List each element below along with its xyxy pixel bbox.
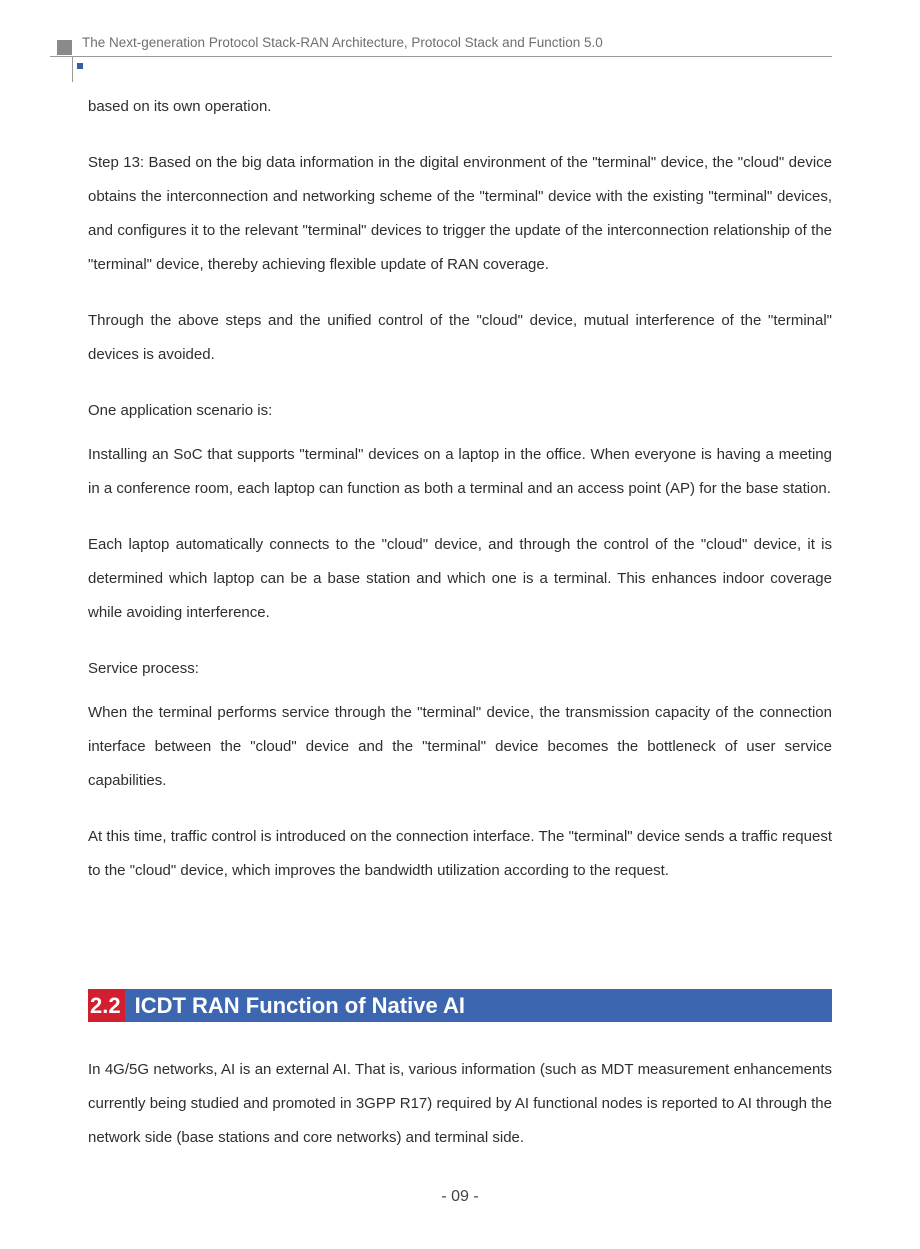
paragraph-unified-control: Through the above steps and the unified control of the "cloud" device, mutual interference of the "terminal" devices is avoided. xyxy=(88,312,832,363)
paragraph-service: When the terminal performs service through the "terminal" device, the transmission capacity of the connection interface between the "cloud" device and the "terminal" device becomes the bottleneck of user service capabilities. xyxy=(88,704,832,789)
paragraph-step-13: Step 13: Based on the big data information in the digital environment of the "terminal" device, the "cloud" device obtains the interconnection and networking scheme of the "terminal" device with the existing "terminal" devices, and configures it to the relevant "terminal" devices to trigger the update of the interconnection relationship of the "terminal" device, thereby achieving flexible update of RAN coverage. xyxy=(88,154,832,273)
header-blue-square xyxy=(77,63,83,69)
header-gray-square xyxy=(57,40,72,55)
paragraph-service-label: Service process: xyxy=(88,660,199,677)
section-number: 2.2 xyxy=(88,989,125,1022)
running-header: The Next-generation Protocol Stack-RAN Architecture, Protocol Stack and Function 5.0 xyxy=(82,35,603,50)
paragraph-scenario: Installing an SoC that supports "terminal" devices on a laptop in the office. When everyone is having a meeting in a conference room, each laptop can function as both a terminal and an access point (AP) for the base station. xyxy=(88,446,832,497)
page-number: - 09 - xyxy=(441,1188,479,1205)
section-title: ICDT RAN Function of Native AI xyxy=(134,992,465,1018)
section-body xyxy=(88,1053,832,1155)
paragraph-traffic-control: At this time, traffic control is introduced on the connection interface. The "terminal" device sends a traffic request to the "cloud" device, which improves the bandwidth utilization according to the request. xyxy=(88,828,832,879)
header-vertical-rule xyxy=(72,56,73,82)
paragraph-scenario-label: One application scenario is: xyxy=(88,402,273,419)
paragraph-native-ai: In 4G/5G networks, AI is an external AI. That is, various information (such as MDT measurement enhancements currently being studied and promoted in 3GPP R17) required by AI functional nodes is reported to AI through the network side (base stations and core networks) and terminal side. xyxy=(88,1061,832,1146)
paragraph-laptop-connect: Each laptop automatically connects to the "cloud" device, and through the control of the "cloud" device, it is determined which laptop can be a base station and which one is a terminal. This enhances indoor coverage while avoiding interference. xyxy=(88,536,832,621)
body-text xyxy=(88,90,832,888)
section-heading xyxy=(88,989,832,1022)
paragraph-continuation: based on its own operation. xyxy=(88,98,272,115)
header-rule xyxy=(50,56,832,57)
